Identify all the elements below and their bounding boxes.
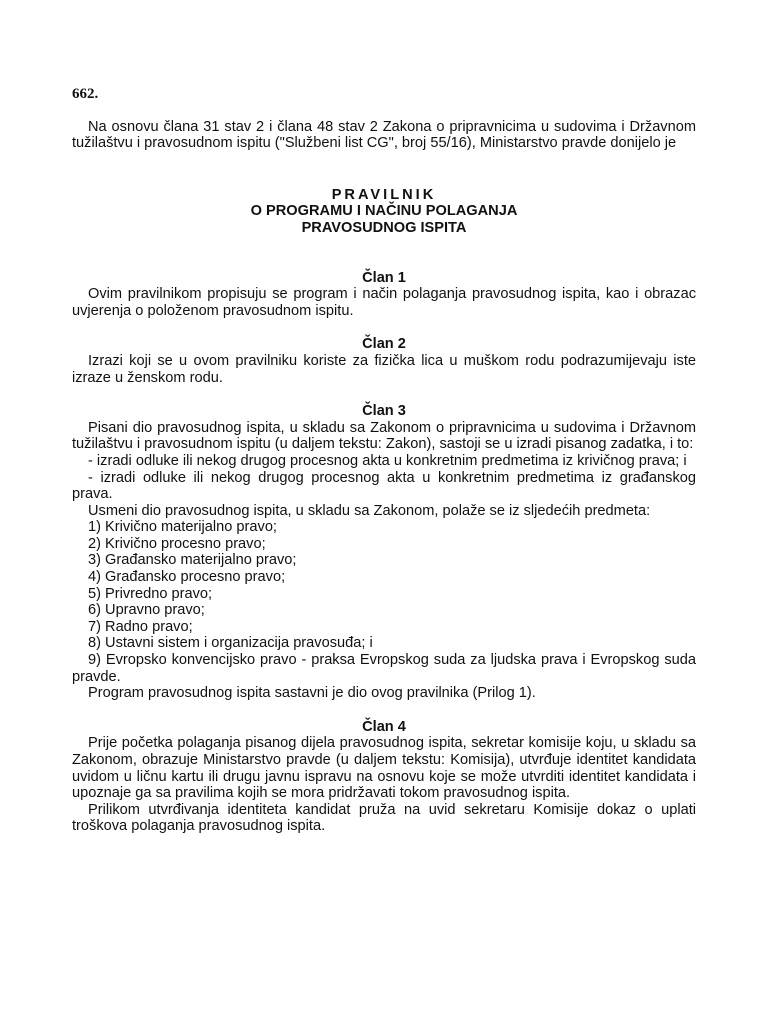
clan-2-text: Izrazi koji se u ovom pravilniku koriste za fizička lica u muškom rodu podrazumijevaju iste izraze u ženskom rodu.	[72, 352, 696, 386]
document-body	[72, 86, 696, 835]
title-subline-1: O PROGRAMU I NAČINU POLAGANJA	[250, 203, 518, 220]
clan-4-heading: Član 4	[362, 718, 406, 735]
clan-3-bullet-1: - izradi odluke ili nekog drugog procesnog akta u konkretnim predmetima iz krivičnog prava; i	[88, 452, 687, 469]
clan-1-heading: Član 1	[362, 269, 406, 286]
document-number: 662.	[72, 86, 99, 102]
subject-list-item: 4) Građansko procesno pravo;	[88, 569, 286, 586]
subject-list-item: 9) Evropsko konvencijsko pravo - praksa Evropskog suda za ljudska prava i Evropskog suda pravde.	[72, 652, 696, 685]
clan-3-heading: Član 3	[362, 403, 406, 420]
title-pravilnik: PRAVILNIK	[331, 186, 437, 203]
subject-list-item: 2) Krivično procesno pravo;	[88, 535, 266, 552]
subject-list-item: 3) Građansko materijalno pravo;	[88, 552, 297, 569]
clan-2-heading: Član 2	[362, 336, 406, 353]
subject-list-item: 8) Ustavni sistem i organizacija pravosuđa; i	[88, 635, 373, 652]
preamble-paragraph: Na osnovu člana 31 stav 2 i člana 48 stav 2 Zakona o pripravnicima u sudovima i Državnom tužilaštvu i pravosudnom ispitu ("Službeni list CG", broj 55/16), Ministarstvo pravde donijelo je	[72, 118, 696, 152]
clan-4-paragraph-1: Prije početka polaganja pisanog dijela pravosudnog ispita, sekretar komisije koju, u skladu sa Zakonom, obrazuje Ministarstvo pravde (u daljem tekstu: Komisija), utvrđuje identitet kandidata uvidom u ličnu kartu ili drugu javnu ispravu na osnovu koje se može utvrditi identitet kandidata i upoznaje ga sa pravilima kojih se mora pridržavati tokom pravosudnog ispita.	[72, 735, 696, 802]
subject-list-item: 1) Krivično materijalno pravo;	[88, 519, 277, 536]
subject-list-item: 7) Radno pravo;	[88, 618, 193, 635]
clan-1-text: Ovim pravilnikom propisuju se program i način polaganja pravosudnog ispita, kao i obrazac uvjerenja o položenom pravosudnom ispitu.	[72, 286, 696, 319]
clan-3-paragraph-1: Pisani dio pravosudnog ispita, u skladu sa Zakonom o pripravnicima u sudovima i Državnom tužilaštvu i pravosudnom ispitu (u daljem tekstu: Zakon), sastoji se u izradi pisanog zadatka, i to:	[72, 419, 696, 453]
document-title	[72, 187, 696, 237]
subject-list-item: 6) Upravno pravo;	[88, 602, 205, 619]
title-subline-2: PRAVOSUDNOG ISPITA	[301, 219, 467, 236]
subject-list-item: 5) Privredno pravo;	[88, 585, 213, 602]
clan-3-bullet-2: - izradi odluke ili nekog drugog procesnog akta u konkretnim predmetima iz građanskog prava.	[72, 469, 696, 503]
clan-4-paragraph-2: Prilikom utvrđivanja identiteta kandidat pruža na uvid sekretaru Komisije dokaz o uplati troškova polaganja pravosudnog ispita.	[72, 801, 696, 835]
clan-3-paragraph-2: Usmeni dio pravosudnog ispita, u skladu sa Zakonom, polaže se iz sljedećih predmeta:	[88, 502, 651, 519]
clan-3-paragraph-3: Program pravosudnog ispita sastavni je dio ovog pravilnika (Prilog 1).	[88, 685, 536, 702]
